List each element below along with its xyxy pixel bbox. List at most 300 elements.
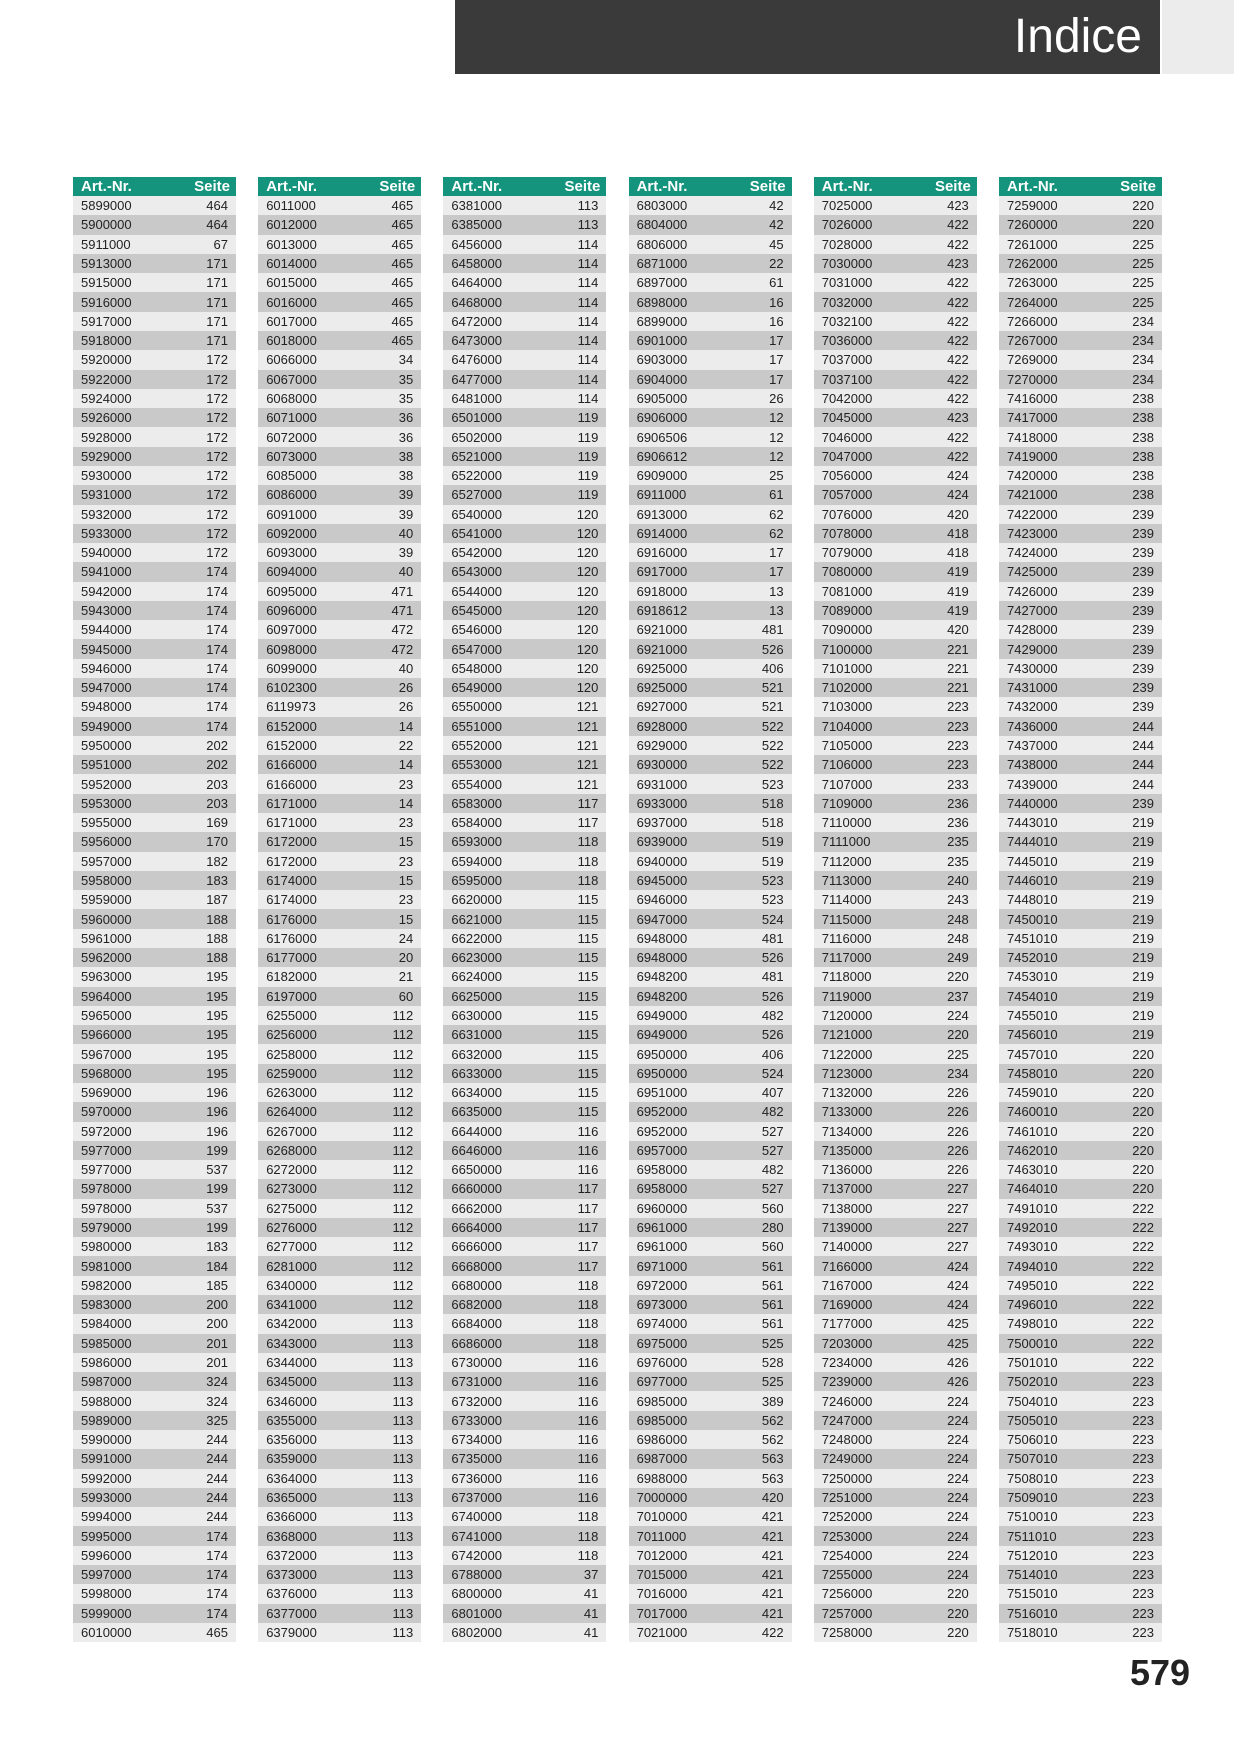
- art-nr-cell: 6736000: [451, 1470, 503, 1486]
- seite-cell: 236: [947, 795, 969, 811]
- table-row: [999, 331, 1162, 350]
- table-row: [443, 871, 606, 890]
- table-row: [814, 1546, 977, 1565]
- seite-cell: 239: [1132, 622, 1154, 638]
- table-row: [999, 1623, 1162, 1642]
- seite-cell: 522: [761, 757, 784, 773]
- table-row: [814, 1372, 977, 1391]
- seite-cell: 222: [1132, 1277, 1154, 1293]
- seite-cell: 523: [761, 892, 784, 908]
- art-nr-cell: 5990000: [81, 1432, 132, 1448]
- art-nr-header: Art.-Nr.: [81, 178, 132, 195]
- art-nr-cell: 6960000: [636, 1200, 688, 1216]
- art-nr-cell: 6929000: [636, 738, 688, 754]
- seite-header: Seite: [934, 178, 971, 195]
- table-row: [629, 447, 792, 466]
- art-nr-cell: 7425000: [1007, 564, 1058, 580]
- table-row: [629, 1411, 792, 1430]
- table-row: [814, 659, 977, 678]
- art-nr-cell: 7253000: [821, 1528, 873, 1544]
- seite-cell: 172: [206, 506, 228, 522]
- art-nr-cell: 6916000: [636, 545, 688, 561]
- seite-cell: 36: [398, 429, 414, 445]
- table-row: [73, 697, 236, 716]
- table-row: [814, 196, 977, 215]
- art-nr-cell: 7251000: [821, 1489, 873, 1505]
- art-nr-cell: 6737000: [451, 1489, 503, 1505]
- table-row: [629, 1334, 792, 1353]
- seite-cell: 422: [947, 448, 969, 464]
- seite-cell: 112: [392, 1258, 414, 1274]
- art-nr-cell: 7440000: [1007, 795, 1058, 811]
- art-nr-cell: 6593000: [451, 834, 503, 850]
- table-row: [999, 582, 1162, 601]
- seite-cell: 224: [947, 1509, 969, 1525]
- table-row: [258, 1102, 421, 1121]
- table-row: [73, 1430, 236, 1449]
- table-row: [999, 987, 1162, 1006]
- seite-cell: 116: [577, 1374, 599, 1390]
- seite-cell: 481: [761, 969, 784, 985]
- table-row: [443, 620, 606, 639]
- table-row: [73, 1353, 236, 1372]
- table-row: [999, 909, 1162, 928]
- art-nr-cell: 6072000: [266, 429, 317, 445]
- seite-cell: 17: [769, 564, 784, 580]
- seite-cell: 421: [761, 1567, 784, 1583]
- seite-cell: 117: [577, 815, 599, 831]
- table-row: [73, 254, 236, 273]
- art-nr-cell: 7254000: [821, 1547, 873, 1563]
- seite-cell: 172: [206, 487, 228, 503]
- seite-cell: 221: [947, 641, 969, 657]
- table-row: [443, 312, 606, 331]
- seite-cell: 62: [769, 506, 784, 522]
- seite-cell: 422: [947, 294, 969, 310]
- table-row: [999, 1218, 1162, 1237]
- seite-cell: 239: [1132, 660, 1154, 676]
- art-nr-cell: 6623000: [451, 950, 503, 966]
- table-row: [814, 1102, 977, 1121]
- art-nr-cell: 7459010: [1007, 1085, 1058, 1101]
- art-nr-cell: 6356000: [266, 1432, 317, 1448]
- seite-header: Seite: [564, 178, 601, 195]
- art-nr-cell: 6975000: [636, 1335, 688, 1351]
- seite-cell: 40: [398, 525, 414, 541]
- art-nr-cell: 5952000: [81, 776, 132, 792]
- seite-cell: 112: [392, 1200, 414, 1216]
- art-nr-cell: 6950000: [636, 1046, 688, 1062]
- art-nr-cell: 6152000: [266, 738, 317, 754]
- art-nr-cell: 7261000: [1007, 236, 1058, 252]
- seite-cell: 41: [583, 1624, 599, 1640]
- seite-cell: 112: [392, 1181, 414, 1197]
- table-row: [73, 408, 236, 427]
- art-nr-cell: 7000000: [636, 1489, 688, 1505]
- table-row: [999, 273, 1162, 292]
- table-row: [999, 929, 1162, 948]
- art-nr-cell: 6012000: [266, 217, 317, 233]
- art-nr-cell: 6620000: [451, 892, 503, 908]
- table-row: [443, 813, 606, 832]
- seite-cell: 174: [206, 699, 228, 715]
- art-nr-cell: 6650000: [451, 1162, 503, 1178]
- column-header: [999, 177, 1162, 196]
- art-nr-cell: 6945000: [636, 872, 688, 888]
- seite-cell: 113: [392, 1528, 414, 1544]
- table-row: [814, 1507, 977, 1526]
- table-row: [258, 1179, 421, 1198]
- art-nr-cell: 5979000: [81, 1220, 132, 1236]
- table-row: [73, 1083, 236, 1102]
- table-row: [629, 1314, 792, 1333]
- table-row: [629, 717, 792, 736]
- table-row: [999, 1160, 1162, 1179]
- table-row: [258, 466, 421, 485]
- art-nr-cell: 5924000: [81, 390, 132, 406]
- table-row: [443, 1044, 606, 1063]
- seite-cell: 172: [206, 429, 228, 445]
- art-nr-cell: 7419000: [1007, 448, 1058, 464]
- table-row: [814, 832, 977, 851]
- seite-cell: 119: [577, 429, 599, 445]
- table-row: [629, 1469, 792, 1488]
- seite-cell: 423: [947, 410, 969, 426]
- art-nr-cell: 7117000: [821, 950, 872, 966]
- seite-cell: 220: [1132, 1162, 1154, 1178]
- table-row: [73, 1623, 236, 1642]
- seite-cell: 518: [761, 795, 784, 811]
- table-row: [443, 601, 606, 620]
- seite-cell: 419: [947, 603, 969, 619]
- seite-cell: 200: [206, 1316, 228, 1332]
- art-nr-header: Art.-Nr.: [451, 178, 503, 195]
- seite-cell: 112: [392, 1220, 414, 1236]
- seite-cell: 13: [769, 583, 784, 599]
- seite-cell: 23: [398, 815, 414, 831]
- art-nr-cell: 6273000: [266, 1181, 317, 1197]
- art-nr-cell: 6948000: [636, 950, 688, 966]
- art-nr-cell: 6985000: [636, 1412, 688, 1428]
- seite-cell: 235: [947, 853, 969, 869]
- seite-cell: 113: [392, 1335, 414, 1351]
- art-nr-cell: 6901000: [636, 333, 688, 349]
- seite-cell: 67: [213, 236, 228, 252]
- table-row: [443, 1411, 606, 1430]
- seite-cell: 121: [576, 718, 599, 734]
- seite-cell: 113: [392, 1432, 414, 1448]
- art-nr-cell: 5920000: [81, 352, 132, 368]
- table-row: [999, 1604, 1162, 1623]
- art-nr-cell: 6668000: [451, 1258, 503, 1274]
- seite-cell: 220: [1132, 1085, 1154, 1101]
- art-nr-cell: 6456000: [451, 236, 503, 252]
- art-nr-cell: 6904000: [636, 371, 688, 387]
- seite-cell: 118: [577, 1316, 599, 1332]
- index-column: [443, 177, 606, 1642]
- art-nr-cell: 5984000: [81, 1316, 132, 1332]
- table-row: [443, 1256, 606, 1275]
- seite-cell: 464: [206, 198, 228, 214]
- seite-cell: 222: [1132, 1335, 1154, 1351]
- table-row: [814, 601, 977, 620]
- art-nr-cell: 6071000: [266, 410, 317, 426]
- seite-cell: 41: [583, 1605, 599, 1621]
- seite-cell: 406: [761, 660, 784, 676]
- table-row: [629, 466, 792, 485]
- table-row: [258, 1430, 421, 1449]
- seite-cell: 465: [391, 294, 414, 310]
- table-row: [999, 1372, 1162, 1391]
- table-row: [258, 273, 421, 292]
- art-nr-cell: 7444010: [1007, 834, 1058, 850]
- table-row: [443, 1064, 606, 1083]
- seite-cell: 115: [577, 1046, 599, 1062]
- art-nr-cell: 7111000: [821, 834, 871, 850]
- seite-cell: 526: [761, 641, 784, 657]
- art-nr-cell: 7247000: [821, 1412, 873, 1428]
- table-row: [258, 235, 421, 254]
- seite-cell: 226: [947, 1123, 969, 1139]
- art-nr-cell: 7491010: [1007, 1200, 1058, 1216]
- art-nr-cell: 6458000: [451, 255, 503, 271]
- seite-cell: 185: [206, 1277, 228, 1293]
- seite-cell: 226: [947, 1162, 969, 1178]
- seite-cell: 171: [206, 275, 228, 291]
- seite-cell: 121: [576, 776, 599, 792]
- table-row: [258, 447, 421, 466]
- table-row: [443, 890, 606, 909]
- art-nr-cell: 7502010: [1007, 1374, 1058, 1390]
- art-nr-cell: 6373000: [266, 1567, 317, 1583]
- art-nr-cell: 7057000: [821, 487, 873, 503]
- art-nr-cell: 7112000: [821, 853, 872, 869]
- art-nr-cell: 6476000: [451, 352, 503, 368]
- table-row: [999, 1006, 1162, 1025]
- seite-cell: 12: [769, 429, 784, 445]
- seite-cell: 223: [1132, 1567, 1154, 1583]
- art-nr-cell: 6551000: [451, 718, 503, 734]
- art-nr-cell: 6630000: [451, 1007, 503, 1023]
- seite-cell: 521: [761, 699, 784, 715]
- art-nr-cell: 6540000: [451, 506, 503, 522]
- seite-cell: 22: [398, 738, 414, 754]
- table-row: [999, 736, 1162, 755]
- table-row: [258, 987, 421, 1006]
- seite-cell: 426: [947, 1355, 969, 1371]
- seite-cell: 188: [206, 950, 228, 966]
- table-row: [999, 1449, 1162, 1468]
- seite-cell: 239: [1132, 680, 1154, 696]
- table-row: [443, 582, 606, 601]
- art-nr-cell: 7177000: [821, 1316, 873, 1332]
- seite-cell: 419: [947, 583, 969, 599]
- table-row: [443, 1295, 606, 1314]
- table-row: [258, 1122, 421, 1141]
- art-nr-cell: 7042000: [821, 390, 873, 406]
- table-row: [999, 1141, 1162, 1160]
- table-row: [73, 292, 236, 311]
- art-nr-cell: 7426000: [1007, 583, 1058, 599]
- seite-cell: 187: [206, 892, 228, 908]
- art-nr-cell: 6095000: [266, 583, 317, 599]
- table-row: [629, 1546, 792, 1565]
- column-header: [258, 177, 421, 196]
- art-nr-cell: 5998000: [81, 1586, 132, 1602]
- seite-cell: 115: [577, 950, 599, 966]
- art-nr-cell: 6958000: [636, 1162, 688, 1178]
- column-header: [73, 177, 236, 196]
- table-row: [629, 312, 792, 331]
- table-row: [443, 1314, 606, 1333]
- table-row: [443, 1102, 606, 1121]
- table-row: [629, 1623, 792, 1642]
- art-nr-cell: 6522000: [451, 468, 503, 484]
- table-row: [629, 659, 792, 678]
- table-row: [629, 1256, 792, 1275]
- table-row: [814, 543, 977, 562]
- table-row: [73, 1102, 236, 1121]
- table-row: [73, 1179, 236, 1198]
- seite-cell: 116: [577, 1489, 599, 1505]
- table-row: [629, 909, 792, 928]
- table-row: [999, 755, 1162, 774]
- seite-cell: 196: [206, 1104, 228, 1120]
- art-nr-cell: 6541000: [451, 525, 503, 541]
- art-nr-cell: 6961000: [636, 1220, 688, 1236]
- seite-cell: 220: [1132, 1181, 1154, 1197]
- table-row: [73, 1334, 236, 1353]
- seite-cell: 418: [947, 545, 969, 561]
- seite-cell: 117: [577, 1181, 599, 1197]
- table-row: [258, 1449, 421, 1468]
- art-nr-cell: 5933000: [81, 525, 132, 541]
- seite-cell: 62: [769, 525, 784, 541]
- art-nr-cell: 7021000: [636, 1624, 688, 1640]
- art-nr-cell: 5946000: [81, 660, 132, 676]
- seite-cell: 200: [206, 1297, 228, 1313]
- art-nr-cell: 6364000: [266, 1470, 317, 1486]
- art-nr-cell: 7102000: [821, 680, 873, 696]
- art-nr-cell: 6684000: [451, 1316, 503, 1332]
- table-row: [258, 1353, 421, 1372]
- table-row: [443, 235, 606, 254]
- art-nr-cell: 7445010: [1007, 853, 1058, 869]
- table-row: [73, 524, 236, 543]
- art-nr-cell: 6468000: [451, 294, 503, 310]
- seite-cell: 522: [761, 718, 784, 734]
- table-row: [258, 1256, 421, 1275]
- art-nr-cell: 6258000: [266, 1046, 317, 1062]
- art-nr-cell: 6543000: [451, 564, 503, 580]
- art-nr-cell: 6909000: [636, 468, 688, 484]
- table-row: [629, 601, 792, 620]
- art-nr-cell: 6171000: [266, 795, 317, 811]
- art-nr-cell: 6381000: [451, 198, 503, 214]
- table-row: [443, 929, 606, 948]
- table-row: [814, 312, 977, 331]
- table-row: [629, 1237, 792, 1256]
- art-nr-cell: 6342000: [266, 1316, 317, 1332]
- art-nr-cell: 5951000: [81, 757, 132, 773]
- art-nr-cell: 6976000: [636, 1355, 688, 1371]
- art-nr-cell: 6921000: [636, 641, 688, 657]
- art-nr-cell: 6800000: [451, 1586, 503, 1602]
- seite-cell: 13: [769, 603, 784, 619]
- seite-cell: 220: [947, 1027, 969, 1043]
- table-row: [258, 1584, 421, 1603]
- seite-cell: 113: [392, 1470, 414, 1486]
- table-row: [629, 813, 792, 832]
- table-row: [999, 871, 1162, 890]
- seite-cell: 465: [391, 198, 414, 214]
- index-column: [999, 177, 1162, 1642]
- seite-cell: 219: [1132, 930, 1154, 946]
- art-nr-cell: 7492010: [1007, 1220, 1058, 1236]
- seite-cell: 238: [1132, 448, 1154, 464]
- table-row: [258, 1006, 421, 1025]
- seite-cell: 422: [761, 1624, 784, 1640]
- art-nr-cell: 6345000: [266, 1374, 317, 1390]
- art-nr-cell: 6595000: [451, 872, 503, 888]
- art-nr-cell: 6355000: [266, 1412, 317, 1428]
- seite-cell: 118: [577, 1528, 599, 1544]
- art-nr-cell: 6897000: [636, 275, 688, 291]
- art-nr-cell: 6913000: [636, 506, 688, 522]
- art-nr-cell: 6098000: [266, 641, 317, 657]
- seite-cell: 422: [947, 217, 969, 233]
- table-row: [258, 331, 421, 350]
- art-nr-cell: 6365000: [266, 1489, 317, 1505]
- table-row: [629, 948, 792, 967]
- art-nr-cell: 6917000: [636, 564, 688, 580]
- table-row: [629, 389, 792, 408]
- seite-cell: 240: [947, 872, 969, 888]
- table-row: [814, 582, 977, 601]
- table-row: [629, 485, 792, 504]
- seite-cell: 244: [206, 1489, 228, 1505]
- art-nr-cell: 6547000: [451, 641, 503, 657]
- art-nr-cell: 7105000: [821, 738, 873, 754]
- art-nr-cell: 6166000: [266, 757, 317, 773]
- table-row: [443, 948, 606, 967]
- seite-cell: 222: [1132, 1355, 1154, 1371]
- art-nr-cell: 5985000: [81, 1335, 132, 1351]
- seite-cell: 118: [577, 1297, 599, 1313]
- table-row: [443, 427, 606, 446]
- table-row: [814, 1526, 977, 1545]
- art-nr-cell: 6067000: [266, 371, 317, 387]
- seite-cell: 195: [206, 1065, 228, 1081]
- seite-cell: 174: [206, 622, 228, 638]
- art-nr-cell: 6521000: [451, 448, 503, 464]
- seite-cell: 114: [577, 371, 599, 387]
- seite-cell: 244: [206, 1451, 228, 1467]
- seite-cell: 112: [392, 1065, 414, 1081]
- table-row: [814, 1411, 977, 1430]
- table-row: [443, 1604, 606, 1623]
- seite-cell: 113: [392, 1624, 414, 1640]
- art-nr-cell: 7203000: [821, 1335, 873, 1351]
- seite-cell: 41: [583, 1586, 599, 1602]
- art-nr-cell: 5918000: [81, 333, 132, 349]
- art-nr-cell: 6464000: [451, 275, 503, 291]
- seite-cell: 423: [947, 255, 969, 271]
- table-row: [629, 1604, 792, 1623]
- table-row: [814, 639, 977, 658]
- seite-cell: 113: [392, 1567, 414, 1583]
- seite-cell: 199: [206, 1181, 228, 1197]
